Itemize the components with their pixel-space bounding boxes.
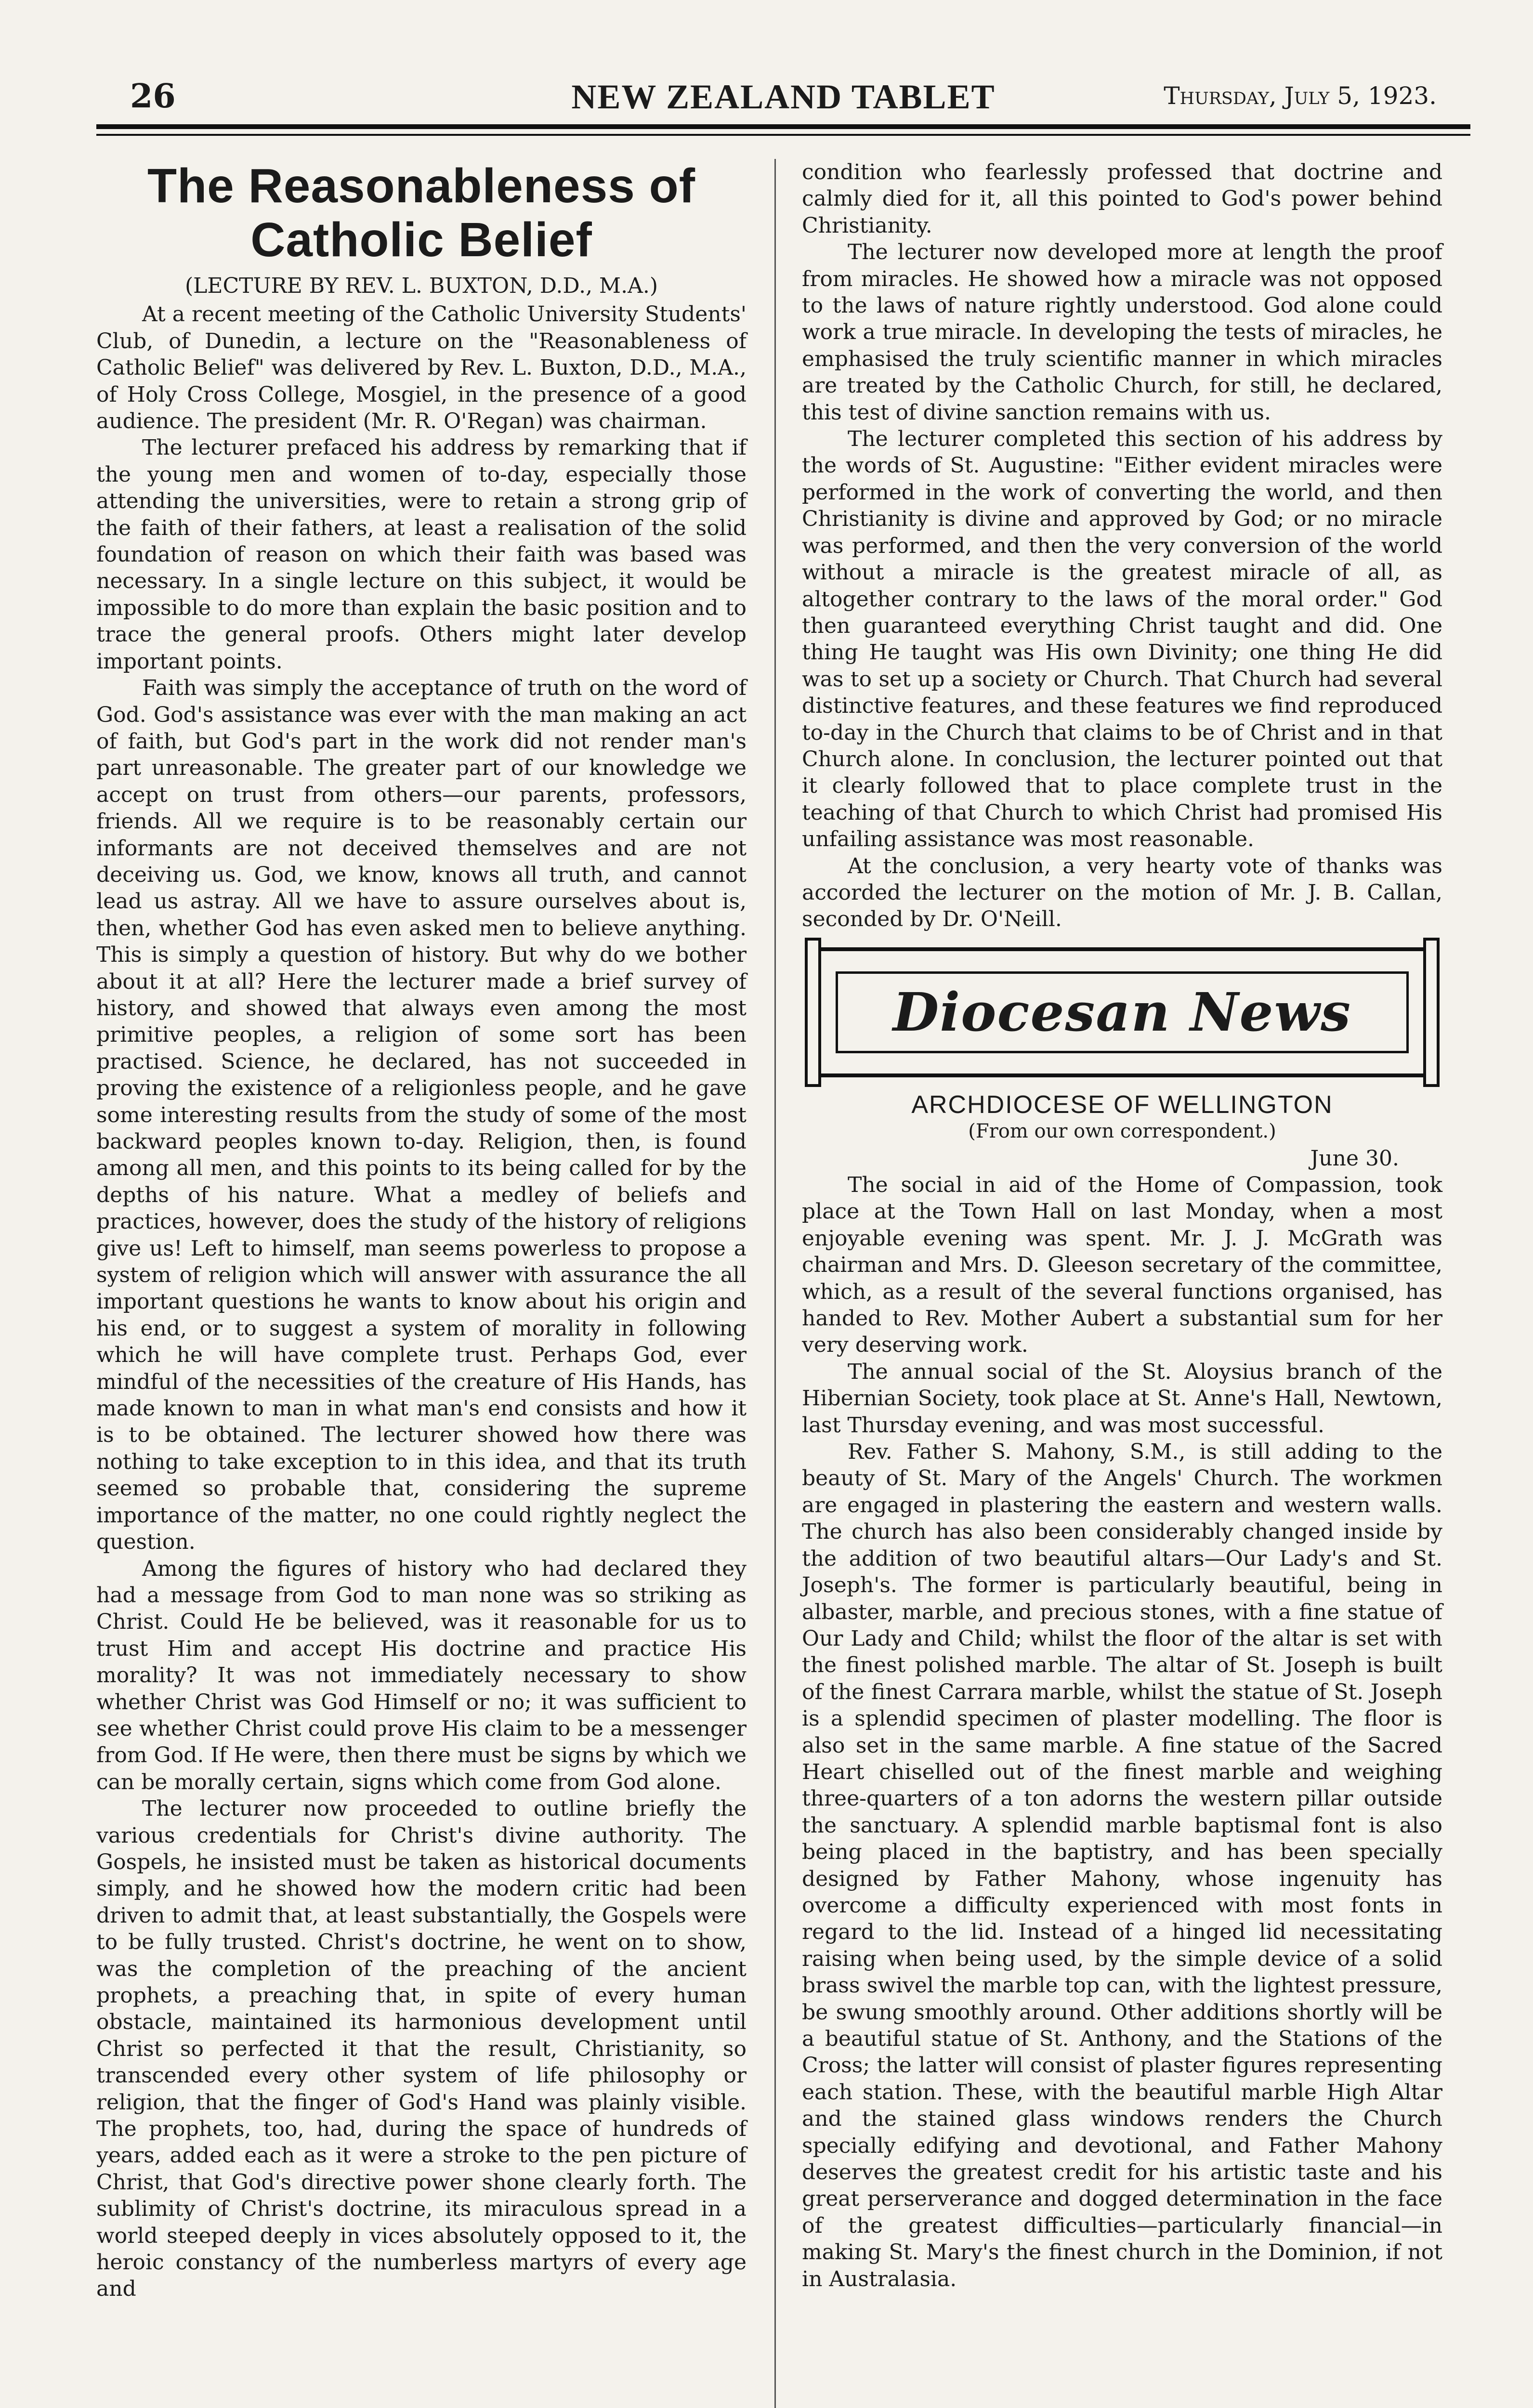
section-subheading: (From our own correspondent.) [968, 1120, 1276, 1143]
banner-right-post [1423, 938, 1440, 1087]
diocesan-news-banner [807, 947, 1438, 1077]
article-paragraph: The lecturer prefaced his address by remarking that if the young men and women of to-day, especially those attending the universities, were to retain a strong grip of the faith of their fathers, at least a realisation of the solid foundation of reason on which their faith was based was necessary. In a single lecture on this subject, it would be impossible to do more than explain the basic position and to trace the general proofs. Others might later develop important points. [96, 435, 747, 674]
article-paragraph: The lecturer now developed more at length the proof from miracles. He showed how a miracle was not opposed to the laws of nature rightly understood. God alone could work a true miracle. In developing the tests of miracles, he emphasised the truly scientific manner in which miracles are treated by the Catholic Church, for still, he declared, this test of divine sanction remains with us. [802, 240, 1442, 425]
right-column [802, 159, 1442, 2292]
news-paragraph: The social in aid of the Home of Compassion, took place at the Town Hall on last Monday, when a most enjoyable evening was spent. Mr. J. J. McGrath was chairman and Mrs. D. Gleeson secretary of the committee, which, as a result of the several functions organised, has handed to Rev. Mother Aubert a substantial sum for her very deserving work. [802, 1173, 1442, 1358]
header-rule-thick [96, 124, 1470, 129]
issue-date: Thursday, July 5, 1923. [1164, 82, 1437, 110]
section-heading: ARCHDIOCESE OF WELLINGTON [911, 1090, 1333, 1119]
column-divider [774, 159, 776, 2408]
dateline: June 30. [1310, 1146, 1399, 1171]
banner-label: Diocesan News [892, 981, 1352, 1044]
article-paragraph: condition who fearlessly professed that doctrine and calmly died for it, all this pointed to God's power behind Christianity. [802, 160, 1442, 238]
left-column [96, 159, 747, 2303]
article-byline: (LECTURE BY REV. L. BUXTON, D.D., M.A.) [184, 274, 658, 298]
article-paragraph: Among the figures of history who had declared they had a message from God to man none was so striking as Christ. Could He be believed, was it reasonable for us to trust Him and accept His doctrine and practice His morality? It was not immediately necessary to show whether Christ was God Himself or no; it was sufficient to see whether Christ could prove His claim to be a messenger from God. If He were, then there must be signs by which we can be morally certain, signs which come from God alone. [96, 1556, 747, 1794]
header-rule-thin [96, 134, 1470, 136]
article-paragraph: The lecturer now proceeded to outline briefly the various credentials for Christ's divine authority. The Gospels, he insisted must be taken as historical documents simply, and he showed how the modern critic had been driven to admit that, at least substantially, the Gospels were to be fully trusted. Christ's doctrine, he went on to show, was the completion of the preaching of the ancient prophets, a preaching that, in spite of every human obstacle, maintained its harmonious development until Christ so perfected it that the result, Christianity, so transcended every other system of life philosophy or religion, that the finger of God's Hand was plainly visible. The prophets, too, had, during the space of hundreds of years, added each as it were a stroke to the pen picture of Christ, that God's directive power shone clearly forth. The sublimity of Christ's doctrine, its miraculous spread in a world steeped deeply in vices absolutely opposed to it, the heroic constancy of the numberless martyrs of every age and [96, 1796, 747, 2302]
page-number: 26 [130, 77, 176, 116]
banner-left-post [805, 938, 821, 1087]
masthead: NEW ZEALAND TABLET [571, 78, 996, 116]
news-paragraph: The annual social of the St. Aloysius branch of the Hibernian Society, took place at St. Anne's Hall, Newtown, last Thursday evening, and was most successful. [802, 1359, 1442, 1438]
article-paragraph: At the conclusion, a very hearty vote of thanks was accorded the lecturer on the motion of Mr. J. B. Callan, seconded by Dr. O'Neill. [802, 853, 1442, 932]
article-paragraph: The lecturer completed this section of his address by the words of St. Augustine: "Either evident miracles were performed in the work of converting the world, and then Christianity is divine and approved by God; or no miracle was performed, and then the very conversion of the world without a miracle is the greatest miracle of all, as altogether contrary to the laws of the moral order." God then guaranteed everything Christ taught and did. One thing He taught was His own Divinity; one thing He did was to set up a society or Church. That Church had several distinctive features, and these features we find reproduced to-day in the Church that claims to be of Christ and in that Church alone. In conclusion, the lecturer pointed out that it clearly followed that to place complete trust in the teaching of that Church to which Christ had promised His unfailing assistance was most reasonable. [802, 427, 1442, 852]
article-paragraph: At a recent meeting of the Catholic University Students' Club, of Dunedin, a lecture on the "Reasonableness of Catholic Belief" was delivered by Rev. L. Buxton, D.D., M.A., of Holy Cross College, Mosgiel, in the presence of a good audience. The president (Mr. R. O'Regan) was chairman. [96, 302, 747, 434]
news-paragraph: Rev. Father S. Mahony, S.M., is still adding to the beauty of St. Mary of the Angels' Church. The workmen are engaged in plastering the eastern and western walls. The church has also been considerably changed inside by the addition of two beautiful altars—Our Lady's and St. Joseph's. The former is particularly beautiful, being in albaster, marble, and precious stones, with a fine statue of Our Lady and Child; whilst the floor of the altar is set with the finest polished marble. The altar of St. Joseph is built of the finest Carrara marble, whilst the statue of St. Joseph is a splendid specimen of plaster modelling. The floor is also set in the same marble. A fine statue of the Sacred Heart chiselled out of the finest marble and weighing three-quarters of a ton adorns the western pillar outside the sanctuary. A splendid marble baptismal font is also being placed in the baptistry, and has been specially designed by Father Mahony, whose ingenuity has overcome a difficulty experienced with most fonts in regard to the lid. Instead of a hinged lid necessitating raising when being used, by the simple device of a solid brass swivel the marble top can, with the lightest pressure, be swung smoothly around. Other additions shortly will be a beautiful statue of St. Anthony, and the Stations of the Cross; the latter will consist of plaster figures representing each station. These, with the beautiful marble High Altar and the stained glass windows renders the Church specially edifying and devotional, and Father Mahony deserves the greatest credit for his artistic taste and his great perserverance and dogged determination in the face of the greatest difficulties—particularly financial—in making St. Mary's the finest church in the Dominion, if not in Australasia. [802, 1440, 1442, 2291]
page-header [130, 77, 1437, 116]
article-paragraph: Faith was simply the acceptance of truth on the word of God. God's assistance was ever with the man making an act of faith, but God's part in the work did not render man's part unreasonable. The greater part of our knowledge we accept on trust from others—our parents, professors, friends. All we require is to be reasonably certain our informants are not deceived themselves and are not deceiving us. God, we know, knows all truth, and cannot lead us astray. All we have to assure ourselves about is, then, whether God has even asked men to believe anything. This is simply a question of history. But why do we bother about it at all? Here the lecturer made a brief survey of history, and showed that always even among the most primitive peoples, a religion of some sort has been practised. Science, he declared, has not succeeded in proving the existence of a religionless people, and he gave some interesting results from the study of some of the most backward peoples known to-day. Religion, then, is found among all men, and this points to its being called for by the depths of his nature. What a medley of beliefs and practices, however, does the study of the history of religions give us! Left to himself, man seems powerless to propose a system of religion which will answer with assurance the all important questions he wants to know about his origin and his end, or to suggest a system of morality in following which he will have complete trust. Perhaps God, ever mindful of the necessities of the creature of His Hands, has made known to man in what man's end consists and how it is to be obtained. The lecturer showed how there was nothing to take exception to in this idea, and that its truth seemed so probable that, considering the supreme importance of the matter, no one could rightly neglect the question. [96, 676, 747, 1555]
banner-inner-frame [836, 971, 1409, 1053]
article-title: The Reasonableness of Catholic Belief [147, 159, 695, 267]
